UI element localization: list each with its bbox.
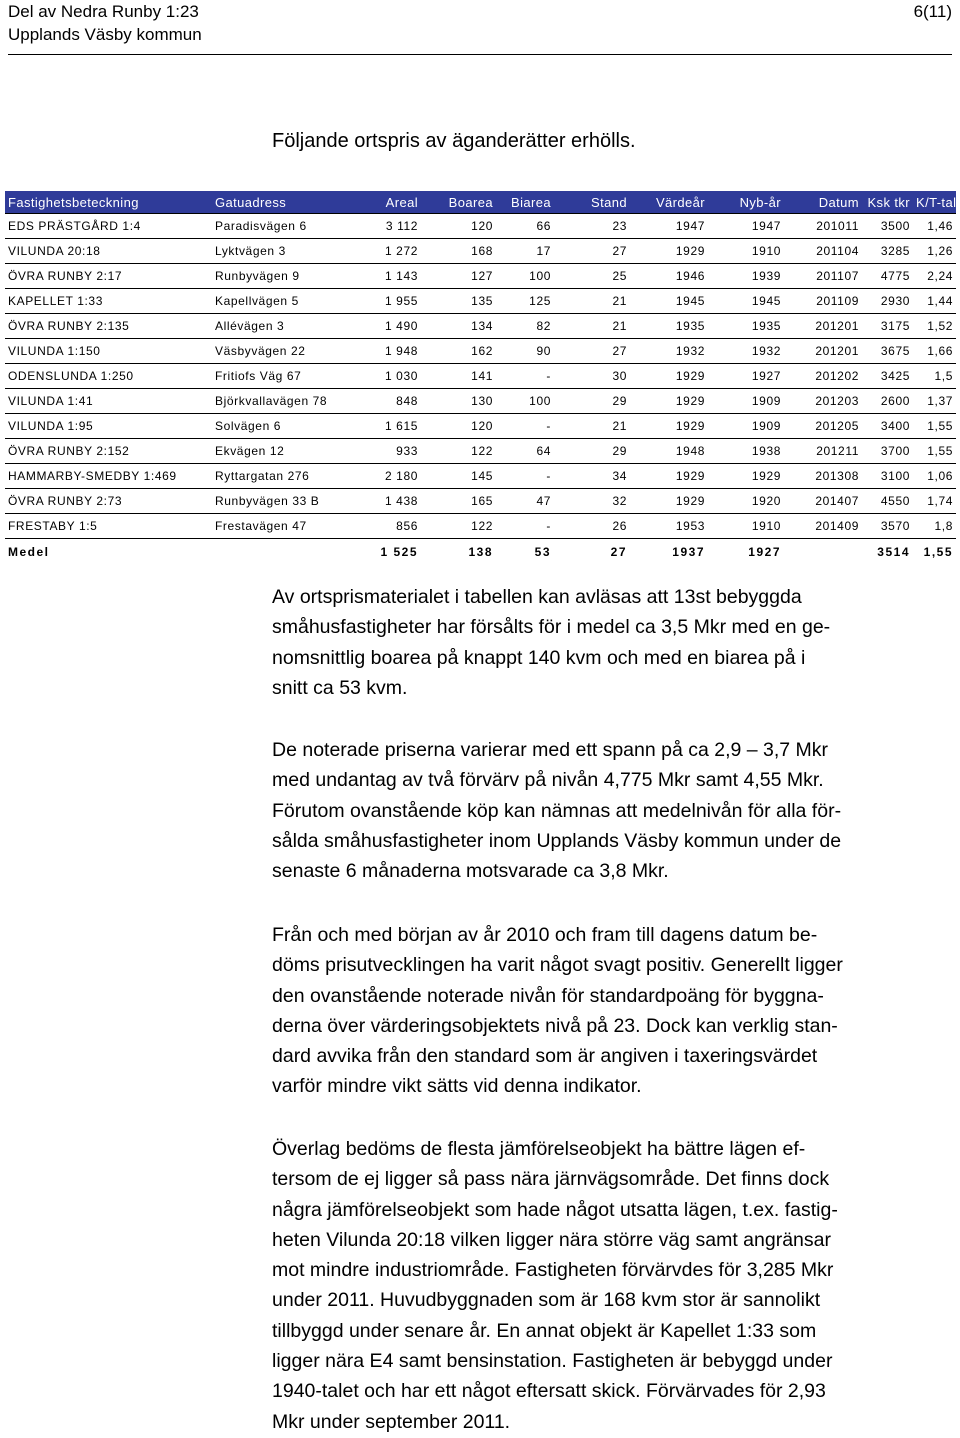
col-header-biarea: Biarea	[496, 191, 554, 214]
paragraph-line: snitt ca 53 kvm.	[272, 676, 408, 699]
table-cell: 82	[496, 314, 554, 339]
table-cell: ÖVRA RUNBY 2:73	[5, 489, 212, 514]
table-cell: 1929	[708, 464, 784, 489]
paragraph-line: Överlag bedöms de flesta jämförelseobjekt ha bättre lägen ef-	[272, 1138, 806, 1160]
table-cell: 1939	[708, 264, 784, 289]
footer-cell	[212, 539, 357, 566]
table-cell: 1947	[708, 214, 784, 239]
table-footer-average-row	[5, 539, 956, 566]
table-cell: 1,52	[913, 314, 956, 339]
table-cell: Runbyvägen 9	[212, 264, 357, 289]
paragraph-line: några jämförelseobjekt som hade något utsatta lägen, t.ex. fastig-	[272, 1198, 838, 1221]
table-cell: 201211	[784, 439, 862, 464]
table-cell: 26	[554, 514, 630, 539]
col-header-ksk-tkr: Ksk tkr	[862, 191, 913, 214]
table-cell: 122	[421, 439, 496, 464]
table-cell: 201202	[784, 364, 862, 389]
table-row	[5, 214, 956, 239]
footer-cell: 3514	[877, 545, 910, 559]
col-header-gatuadress: Gatuadress	[212, 191, 357, 214]
paragraph-location-comparison	[272, 1134, 952, 1437]
table-cell: 3425	[862, 364, 913, 389]
table-cell: Kapellvägen 5	[212, 289, 357, 314]
paragraph-line: varför mindre vikt sätts vid denna indikator.	[272, 1075, 642, 1098]
table-cell: 1929	[630, 389, 708, 414]
table-cell: -	[496, 414, 554, 439]
paragraph-line: heten Vilunda 20:18 vilken ligger nära större väg samt angränsar	[272, 1228, 831, 1251]
table-cell: Solvägen 6	[212, 414, 357, 439]
paragraph-line: dard avvika från den standard som är angiven i taxeringsvärdet	[272, 1045, 818, 1068]
table-cell: 1927	[708, 364, 784, 389]
table-cell: 21	[554, 289, 630, 314]
table-cell: 135	[421, 289, 496, 314]
table-cell: 3 112	[357, 214, 421, 239]
table-cell: VILUNDA 1:150	[5, 339, 212, 364]
table-cell: -	[496, 364, 554, 389]
table-cell: 2,24	[913, 264, 956, 289]
table-cell: VILUNDA 1:95	[5, 414, 212, 439]
table-cell: 1948	[630, 439, 708, 464]
table-cell: 1935	[708, 314, 784, 339]
table-cell: -	[496, 464, 554, 489]
paragraph-line: med undantag av två förvärv på nivån 4,775 Mkr samt 4,55 Mkr.	[272, 769, 824, 792]
table-cell: -	[496, 514, 554, 539]
document-municipality: Upplands Väsby kommun	[8, 25, 202, 44]
table-cell: Runbyvägen 33 B	[212, 489, 357, 514]
col-header-areal: Areal	[357, 191, 421, 214]
table-cell: HAMMARBY-SMEDBY 1:469	[5, 464, 212, 489]
col-header-stand: Stand	[554, 191, 630, 214]
table-cell: FRESTABY 1:5	[5, 514, 212, 539]
table-cell: 1,37	[913, 389, 956, 414]
table-cell: 3285	[862, 239, 913, 264]
table-cell: Allévägen 3	[212, 314, 357, 339]
table-row	[5, 389, 956, 414]
footer-cell: 53	[534, 545, 551, 559]
table-cell: 2600	[862, 389, 913, 414]
table-cell: 120	[421, 414, 496, 439]
table-row	[5, 439, 956, 464]
table-cell: 1953	[630, 514, 708, 539]
paragraph-line: nomsnittlig boarea på knappt 140 kvm och med en biarea på i	[272, 646, 806, 669]
table-cell: 201104	[784, 239, 862, 264]
table-cell: 856	[357, 514, 421, 539]
table-cell: 168	[421, 239, 496, 264]
table-cell: 1920	[708, 489, 784, 514]
table-row	[5, 339, 956, 364]
table-cell: 32	[554, 489, 630, 514]
table-cell: 201407	[784, 489, 862, 514]
paragraph-line: småhusfastigheter har försålts för i medel ca 3,5 Mkr med en ge-	[272, 616, 831, 639]
table-cell: 130	[421, 389, 496, 414]
table-cell: 201308	[784, 464, 862, 489]
table-cell: 29	[554, 439, 630, 464]
table-cell: 27	[554, 239, 630, 264]
table-cell: EDS PRÄSTGÅRD 1:4	[5, 214, 212, 239]
table-cell: 848	[357, 389, 421, 414]
table-cell: ÖVRA RUNBY 2:152	[5, 439, 212, 464]
paragraph-price-range	[272, 735, 952, 886]
table-cell: 1 955	[357, 289, 421, 314]
table-cell: 1929	[630, 489, 708, 514]
table-cell: 1 438	[357, 489, 421, 514]
table-cell: 120	[421, 214, 496, 239]
table-row	[5, 289, 956, 314]
table-cell: Ekvägen 12	[212, 439, 357, 464]
table-cell: 27	[554, 339, 630, 364]
table-cell: 201109	[784, 289, 862, 314]
table-cell: 1935	[630, 314, 708, 339]
footer-cell: 27	[610, 545, 627, 559]
table-cell: 201205	[784, 414, 862, 439]
paragraph-line: derna över värderingsobjektets nivå på 23. Dock kan verklig stan-	[272, 1014, 838, 1037]
col-header-vardear: Värdeår	[630, 191, 708, 214]
table-cell: 3700	[862, 439, 913, 464]
table-cell: 1929	[630, 464, 708, 489]
paragraph-line: ligger nära E4 samt bensinstation. Fastigheten är bebyggd under	[272, 1350, 833, 1373]
table-cell: Paradisvägen 6	[212, 214, 357, 239]
table-cell: 122	[421, 514, 496, 539]
table-cell: 21	[554, 414, 630, 439]
page-header	[8, 0, 952, 55]
table-cell: 165	[421, 489, 496, 514]
table-cell: VILUNDA 20:18	[5, 239, 212, 264]
table-cell: 1 948	[357, 339, 421, 364]
table-cell: 90	[496, 339, 554, 364]
table-cell: 30	[554, 364, 630, 389]
table-cell: 141	[421, 364, 496, 389]
table-cell: 1 490	[357, 314, 421, 339]
table-cell: Ryttargatan 276	[212, 464, 357, 489]
table-row	[5, 464, 956, 489]
table-cell: 3400	[862, 414, 913, 439]
document-title: Del av Nedra Runby 1:23	[8, 2, 199, 21]
table-cell: 1 272	[357, 239, 421, 264]
table-cell: 1946	[630, 264, 708, 289]
table-cell: 3570	[862, 514, 913, 539]
table-cell: 3175	[862, 314, 913, 339]
property-sales-table	[5, 191, 956, 565]
table-cell: 4775	[862, 264, 913, 289]
table-cell: 1,66	[913, 339, 956, 364]
table-cell: 47	[496, 489, 554, 514]
table-cell: 127	[421, 264, 496, 289]
paragraph-line: döms prisutvecklingen ha varit något svagt positiv. Generellt ligger	[272, 954, 843, 977]
table-cell: VILUNDA 1:41	[5, 389, 212, 414]
table-cell: 64	[496, 439, 554, 464]
paragraph-line: Mkr under september 2011.	[272, 1410, 511, 1433]
table-cell: 3100	[862, 464, 913, 489]
table-cell: 1932	[708, 339, 784, 364]
table-cell: 29	[554, 389, 630, 414]
table-cell: 2930	[862, 289, 913, 314]
table-cell: 3500	[862, 214, 913, 239]
paragraph-line: De noterade priserna varierar med ett spann på ca 2,9 – 3,7 Mkr	[272, 739, 829, 761]
page-number: 6(11)	[913, 2, 952, 21]
table-cell: 1932	[630, 339, 708, 364]
footer-cell: 1927	[748, 545, 781, 559]
table-cell: 23	[554, 214, 630, 239]
table-row	[5, 514, 956, 539]
paragraph-line: tillbyggd under senare år. En annat objekt är Kapellet 1:33 som	[272, 1319, 817, 1342]
table-cell: Björkvallavägen 78	[212, 389, 357, 414]
footer-cell	[784, 539, 862, 566]
table-cell: 1,44	[913, 289, 956, 314]
footer-cell: 1937	[672, 545, 705, 559]
table-row	[5, 314, 956, 339]
table-cell: 1929	[630, 414, 708, 439]
table-cell: 21	[554, 314, 630, 339]
table-cell: 1,06	[913, 464, 956, 489]
table-cell: ODENSLUNDA 1:250	[5, 364, 212, 389]
table-row	[5, 239, 956, 264]
table-cell: 145	[421, 464, 496, 489]
table-cell: 162	[421, 339, 496, 364]
paragraph-line: den ovanstående noterade nivån för standardpoäng för byggna-	[272, 984, 824, 1007]
table-cell: 25	[554, 264, 630, 289]
table-cell: KAPELLET 1:33	[5, 289, 212, 314]
table-cell: ÖVRA RUNBY 2:135	[5, 314, 212, 339]
table-cell: 201201	[784, 339, 862, 364]
table-cell: 1910	[708, 514, 784, 539]
paragraph-line: tersom de ej ligger så pass nära järnvägsområde. Det finns dock	[272, 1168, 830, 1191]
table-cell: 2 180	[357, 464, 421, 489]
table-cell: 1929	[630, 364, 708, 389]
table-row	[5, 264, 956, 289]
col-header-fastighetsbeteckning: Fastighetsbeteckning	[5, 191, 212, 214]
table-cell: 100	[496, 389, 554, 414]
table-cell: Lyktvägen 3	[212, 239, 357, 264]
footer-cell: 1,55	[923, 545, 953, 559]
paragraph-line: sålda småhusfastigheter inom Upplands Väsby kommun under de	[272, 829, 842, 852]
table-cell: 1,8	[913, 514, 956, 539]
table-cell: 1,55	[913, 439, 956, 464]
paragraph-line: under 2011. Huvudbyggnaden som är 168 kvm stor är sannolikt	[272, 1289, 821, 1312]
table-cell: 1947	[630, 214, 708, 239]
table-row	[5, 489, 956, 514]
table-cell: 17	[496, 239, 554, 264]
table-cell: 66	[496, 214, 554, 239]
table-cell: 1 615	[357, 414, 421, 439]
table-cell: 1929	[630, 239, 708, 264]
table-cell: 201203	[784, 389, 862, 414]
paragraph-line: senaste 6 månaderna motsvarade ca 3,8 Mkr.	[272, 860, 669, 883]
table-cell: ÖVRA RUNBY 2:17	[5, 264, 212, 289]
paragraph-line: Förutom ovanstående köp kan nämnas att medelnivån för alla för-	[272, 799, 842, 822]
col-header-boarea: Boarea	[421, 191, 496, 214]
table-cell: 1945	[630, 289, 708, 314]
table-cell: 1909	[708, 389, 784, 414]
table-cell: 3675	[862, 339, 913, 364]
table-cell: 1909	[708, 414, 784, 439]
table-cell: 201107	[784, 264, 862, 289]
paragraph-line: Av ortsprismaterialet i tabellen kan avläsas att 13st bebyggda	[272, 586, 802, 608]
table-cell: Väsbyvägen 22	[212, 339, 357, 364]
table-cell: 1,74	[913, 489, 956, 514]
table-cell: 201409	[784, 514, 862, 539]
table-cell: 201201	[784, 314, 862, 339]
table-cell: 1,55	[913, 414, 956, 439]
table-cell: 933	[357, 439, 421, 464]
table-cell: 1945	[708, 289, 784, 314]
paragraph-line: mot mindre industriområde. Fastigheten förvärvdes för 3,285 Mkr	[272, 1259, 834, 1282]
col-header-nyb-ar: Nyb-år	[708, 191, 784, 214]
table-cell: 1,46	[913, 214, 956, 239]
table-cell: 34	[554, 464, 630, 489]
table-cell: 1938	[708, 439, 784, 464]
table-cell: 1,5	[913, 364, 956, 389]
intro-text: Följande ortspris av äganderätter erhölls.	[272, 130, 636, 152]
table-cell: 125	[496, 289, 554, 314]
table-cell: 1,26	[913, 239, 956, 264]
table-cell: 100	[496, 264, 554, 289]
table-row	[5, 364, 956, 389]
table-cell: 1 030	[357, 364, 421, 389]
footer-cell: 138	[468, 545, 493, 559]
paragraph-line: Från och med början av år 2010 och fram till dagens datum be-	[272, 924, 818, 946]
col-header-kt-tal: K/T-tal	[913, 191, 956, 214]
table-cell: Frestavägen 47	[212, 514, 357, 539]
table-cell: 134	[421, 314, 496, 339]
table-row	[5, 414, 956, 439]
table-cell: 201011	[784, 214, 862, 239]
paragraph-summary	[272, 582, 952, 703]
table-cell: 1 143	[357, 264, 421, 289]
paragraph-price-development	[272, 920, 952, 1102]
col-header-datum: Datum	[784, 191, 862, 214]
table-header-row	[5, 191, 956, 214]
table-cell: Fritiofs Väg 67	[212, 364, 357, 389]
paragraph-line: 1940-talet och har ett något eftersatt skick. Förvärvades för 2,93	[272, 1380, 826, 1403]
footer-cell: Medel	[8, 545, 50, 559]
footer-cell: 1 525	[380, 545, 418, 559]
table-cell: 4550	[862, 489, 913, 514]
table-cell: 1910	[708, 239, 784, 264]
